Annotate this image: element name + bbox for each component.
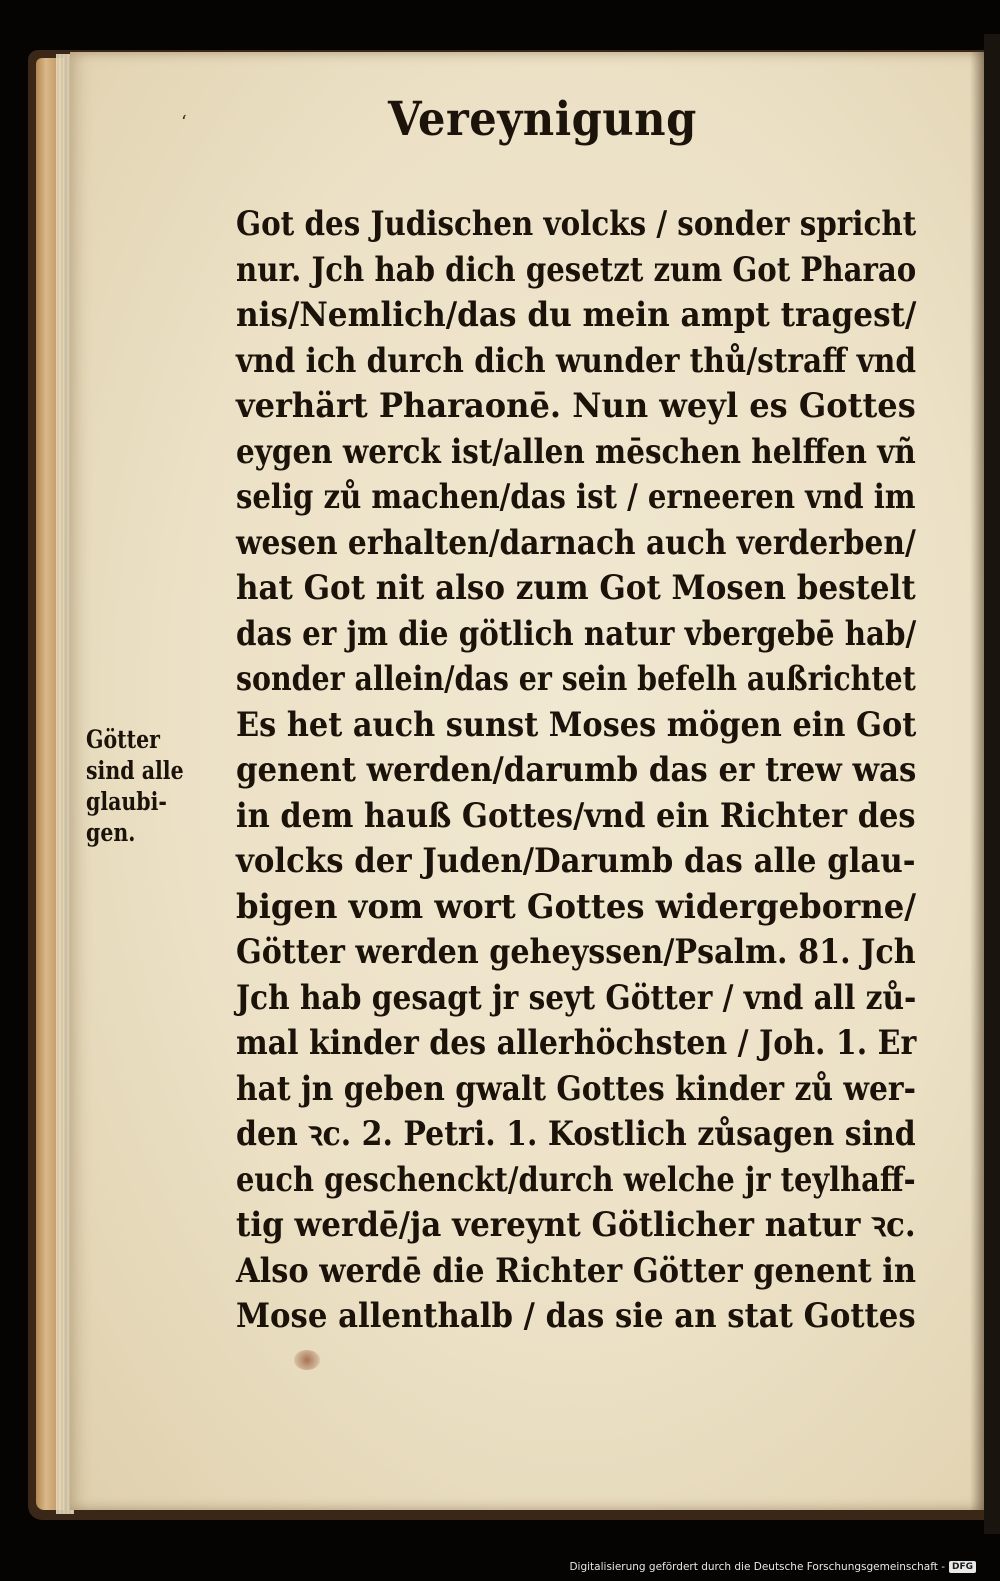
text-line: vnd ich durch dich wunder thů/straff vnd	[236, 340, 917, 381]
text-line: euch geschenckt/durch welche jr teylhaff-	[236, 1159, 916, 1200]
gutter-shadow	[970, 52, 984, 1510]
text-line: Got des Judischen volcks / sonder spricht	[236, 204, 917, 244]
text-line: tig werdē/ja vereynt Götlicher natur ꝛc.	[236, 1205, 916, 1245]
digitization-footer	[569, 1556, 976, 1578]
dfg-logo: DFG	[949, 1561, 976, 1573]
text-line: Mose allenthalb / das sie an stat Gottes	[236, 1296, 916, 1336]
text-line: bigen vom wort Gottes widergeborne/	[236, 886, 917, 927]
text-line: volcks der Juden/Darumb das alle glau-	[236, 841, 916, 881]
running-head: Vereynigung	[388, 92, 697, 147]
binding-strip	[984, 34, 1000, 1534]
text-line: verhärt Pharaonē. Nun weyl es Gottes	[236, 386, 916, 426]
text-line: genent werden/darumb das er trew was	[236, 750, 917, 790]
text-line: hat Got nit also zum Got Mosen bestelt	[236, 568, 916, 608]
text-line: selig zů machen/das ist / erneeren vnd im	[236, 477, 916, 517]
text-line: das er jm die götlich natur vbergebē hab/	[236, 613, 917, 654]
marginal-note-line: Götter	[86, 725, 160, 754]
text-line: Götter werden geheyssen/Psalm. 81. Jch	[236, 932, 916, 972]
marginal-note-line: sind alle	[86, 756, 184, 785]
page-mark: ʻ	[181, 112, 187, 133]
text-line: in dem hauß Gottes/vnd ein Richter des	[236, 795, 916, 836]
text-line: nur. Jch hab dich gesetzt zum Got Pharao	[236, 249, 917, 290]
marginal-note-line: gen.	[86, 818, 136, 847]
ink-stain	[294, 1350, 320, 1370]
text-line: eygen werck ist/allen mēschen helffen vñ	[236, 431, 916, 472]
marginal-note-line: glaubi-	[86, 787, 167, 816]
body-text	[236, 202, 926, 1340]
text-line: Jch hab gesagt jr seyt Götter / vnd all zů-	[236, 977, 917, 1018]
footer-credit: Digitalisierung gefördert durch die Deutsche Forschungsgemeinschaft -	[569, 1561, 945, 1573]
text-line: Es het auch sunst Moses mögen ein Got	[236, 704, 917, 745]
text-line: Also werdē die Richter Götter genent in	[236, 1250, 917, 1291]
text-line: sonder allein/das er sein befelh außrichtet	[236, 659, 916, 699]
text-line: mal kinder des allerhöchsten / Joh. 1. Er	[236, 1023, 917, 1063]
text-line: wesen erhalten/darnach auch verderben/	[236, 522, 916, 563]
text-line: hat jn geben gwalt Gottes kinder zů wer-	[236, 1068, 916, 1109]
text-line: den ꝛc. 2. Petri. 1. Kostlich zůsagen sind	[236, 1114, 916, 1154]
text-line: nis/Nemlich/das du mein ampt tragest/	[236, 295, 917, 335]
marginal-note	[86, 724, 226, 848]
